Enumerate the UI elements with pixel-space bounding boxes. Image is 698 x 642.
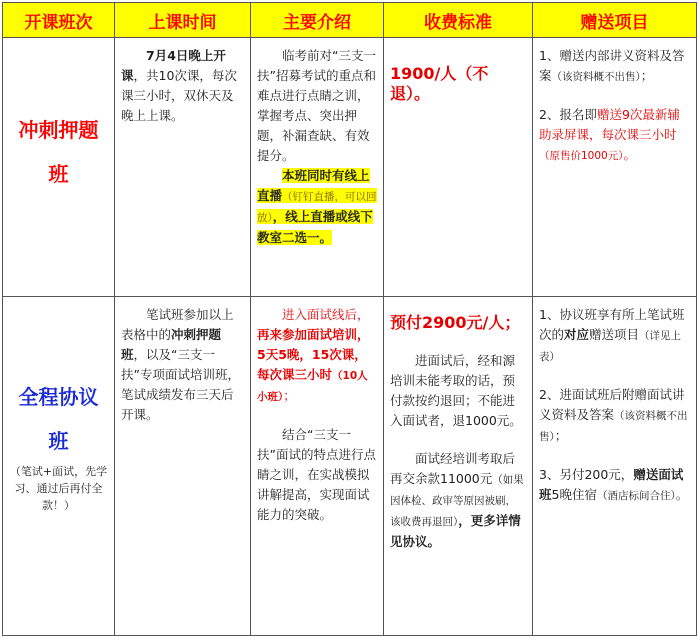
time-text: ，共10次课，每次课三小时，双休天及晚上上课。 <box>121 68 237 123</box>
intro-text: 进入面试线后， <box>282 307 370 322</box>
header-intro: 主要介绍 <box>251 3 384 38</box>
class-name-cell <box>3 297 115 636</box>
intro-text: 临考前对“三支一扶”招募考试的重点和难点进行点睛之训，掌握考点、突出押题，补漏查缺、有效提分。 <box>257 48 376 163</box>
gift-item: 1、协议班享有所上笔试班次的 <box>539 307 685 342</box>
time-text: ，以及“三支一扶”专项面试培训班，笔试成绩发布三天后开课。 <box>121 347 240 422</box>
time-text: 笔试班参加以上表格中的 <box>121 307 234 342</box>
time-cell <box>115 38 251 297</box>
price-more: ，更多详情见协议。 <box>390 513 521 549</box>
price-terms: 进面试后，经和源培训未能考取的话，预付款按约退回；不能进入面试者，退1000元。 <box>390 353 522 428</box>
intro-text: 结合“三支一扶”面试的特点进行点睛之训，在实战模拟讲解提高，实现面试能力的突破。 <box>257 427 376 522</box>
class-table <box>2 2 697 636</box>
intro-cell <box>251 297 384 636</box>
header-gifts: 赠送项目 <box>533 3 697 38</box>
header-class: 开课班次 <box>3 3 115 38</box>
header-row <box>3 3 697 38</box>
time-cell <box>115 297 251 636</box>
gifts-cell <box>533 38 697 297</box>
gift-punct: ； <box>640 68 654 83</box>
live-choice: ，线上直播或线下教室二选一。 <box>257 209 373 245</box>
price: 预付2900元/人； <box>390 313 521 332</box>
gift-note: （酒店标间合住） <box>596 490 676 502</box>
gift-punct: 。 <box>623 147 636 162</box>
gift-item: 3、另付200元， <box>539 467 634 482</box>
gift-item: 赠送项目 <box>589 327 640 342</box>
intro-punct: ； <box>283 388 296 403</box>
live-note: （钉钉直播，可以回放） <box>257 191 377 224</box>
class-name-cell <box>3 38 115 297</box>
price-cell <box>384 297 533 636</box>
price-terms: 面试经培训考取后再交余款11000元 <box>390 451 516 486</box>
gift-punct: 。 <box>675 487 689 502</box>
gifts-cell <box>533 297 697 636</box>
price: 1900/人（不退）。 <box>390 64 489 103</box>
class-name-suffix: 班 <box>48 162 69 186</box>
class-name: 冲刺押题 <box>18 118 99 142</box>
class-name: 全程协议 <box>18 385 99 409</box>
gift-highlight: 赠送面试班 <box>539 467 684 502</box>
intro-note: （10人小班） <box>257 370 368 403</box>
live-highlight: 本班同时有线上直播 <box>257 168 370 203</box>
table-row <box>3 297 697 636</box>
gift-highlight: 对应 <box>564 327 590 342</box>
gift-note: （该资料概不出售） <box>539 410 688 443</box>
start-date: 7月4日晚上开课 <box>121 48 226 83</box>
class-note: （笔试+面试，先学习、通过后再付全款！） <box>9 465 108 512</box>
intro-highlight: 再来参加面试培训，5天5晚，15次课，每次课三小时 <box>257 327 370 382</box>
gift-note: （详见上表） <box>539 330 682 363</box>
gift-item: 2、进面试班后附赠面试讲义资料及答案 <box>539 387 685 422</box>
intro-cell <box>251 38 384 297</box>
header-time: 上课时间 <box>115 3 251 38</box>
gift-note: （该资料概不出售） <box>551 71 641 83</box>
header-price: 收费标准 <box>384 3 533 38</box>
gift-item: 1、赠送内部讲义资料及答案 <box>539 48 685 83</box>
price-note: （如果因体检、政审等原因被刷，该收费再退回） <box>390 474 524 528</box>
gift-highlight: 赠送9次最新辅助录屏课，每次课三小时 <box>539 107 680 142</box>
class-name-suffix: 班 <box>48 429 69 453</box>
gift-punct: ； <box>554 428 568 443</box>
price-cell <box>384 38 533 297</box>
gift-item: 2、报名即 <box>539 107 597 122</box>
gift-note: （原售价1000元） <box>539 150 624 162</box>
gift-item: 5晚住宿 <box>551 487 597 502</box>
table-row <box>3 38 697 297</box>
time-highlight: 冲刺押题班 <box>121 327 222 362</box>
